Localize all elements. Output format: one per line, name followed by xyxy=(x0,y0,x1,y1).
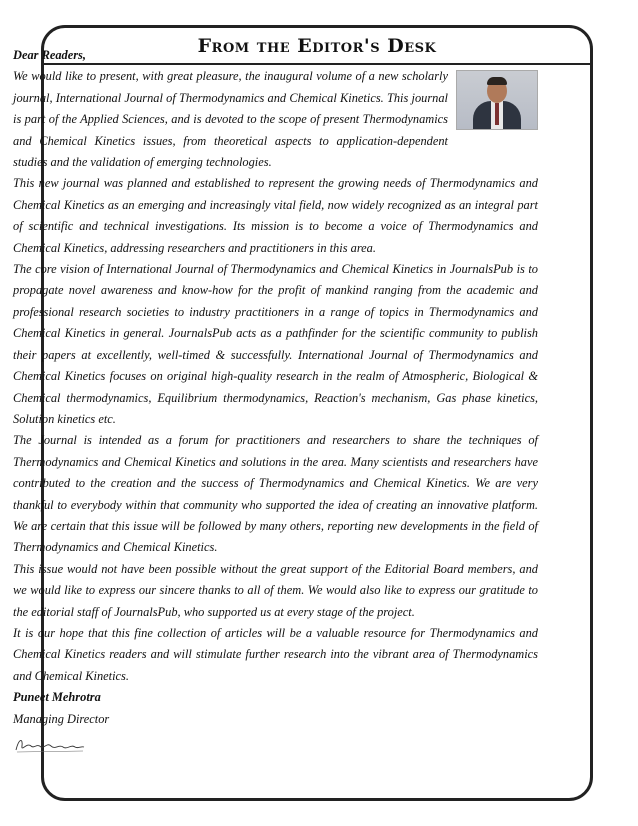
signoff-name: Puneet Mehrotra xyxy=(13,690,101,705)
editor-photo xyxy=(456,70,538,130)
paragraph-thanks: This issue would not have been possible without the great support of the Editorial Board members, and we would like to express our sincere thanks to all of them. We would also like to express our gratitude to the editorial staff of JournalsPub, who supported us at every stage of the project. xyxy=(13,561,538,619)
paragraph-vision: The core vision of International Journal of Thermodynamics and Chemical Kinetics in JournalsPub is to propagate novel awareness and know-how for the profit of mankind ranging from the academic and professional research societies to industry practitioners in a range of topics in Thermodynamics and Chemical Kinetics in general. JournalsPub acts as a pathfinder for the scientific community to publish their papers at excellently, well-timed & successfully. International Journal of Thermodynamics and Chemical Kinetics focuses on original high-quality research in the realm of Atmospheric, Biological & Chemical thermodynamics, Equilibrium thermodynamics, Reaction's mechanism, Gas phase kinetics, Solution kinetics etc. xyxy=(13,262,538,426)
paragraph-forum: The Journal is intended as a forum for practitioners and researchers to share the techniques of Thermodynamics and Chemical Kinetics and solutions in the area. Many scientists and researchers have contributed to the creation and the success of Thermodynamics and Chemical Kinetics. We are very thankful to everybody within that community who supported the idea of creating an innovative platform. We are certain that this issue will be followed by many others, reporting new developments in the field of Thermodynamics and Chemical Kinetics. xyxy=(13,433,538,555)
paragraph-mission: This new journal was planned and established to represent the growing needs of Thermodynamics and Chemical Kinetics as an emerging and increasingly vital field, now widely recognized as an integral part of scientific and technical investigations. Its mission is to become a voice of Thermodynamics and Chemical Kinetics, addressing researchers and practitioners in this area. xyxy=(13,176,538,255)
letter-body xyxy=(13,45,538,763)
paragraph-intro: We would like to present, with great pleasure, the inaugural volume of a new scholarly journal, International Journal of Thermodynamics and Chemical Kinetics. This journal is part of the Applied Sciences, and is devoted to the scope of present Thermodynamics and Chemical Kinetics issues, from theoretical aspects to application-dependent studies and the validation of emerging technologies. xyxy=(13,69,448,170)
page-title: From the Editor's Desk xyxy=(197,34,437,57)
signature-image xyxy=(13,734,87,756)
paragraph-hope: It is our hope that this fine collection of articles will be a valuable resource for Thermodynamics and Chemical Kinetics readers and will stimulate further research into the vibrant area of Thermodynamics and Chemical Kinetics. xyxy=(13,625,538,683)
salutation: Dear Readers, xyxy=(13,48,86,62)
signoff-title: Managing Director xyxy=(13,711,110,726)
